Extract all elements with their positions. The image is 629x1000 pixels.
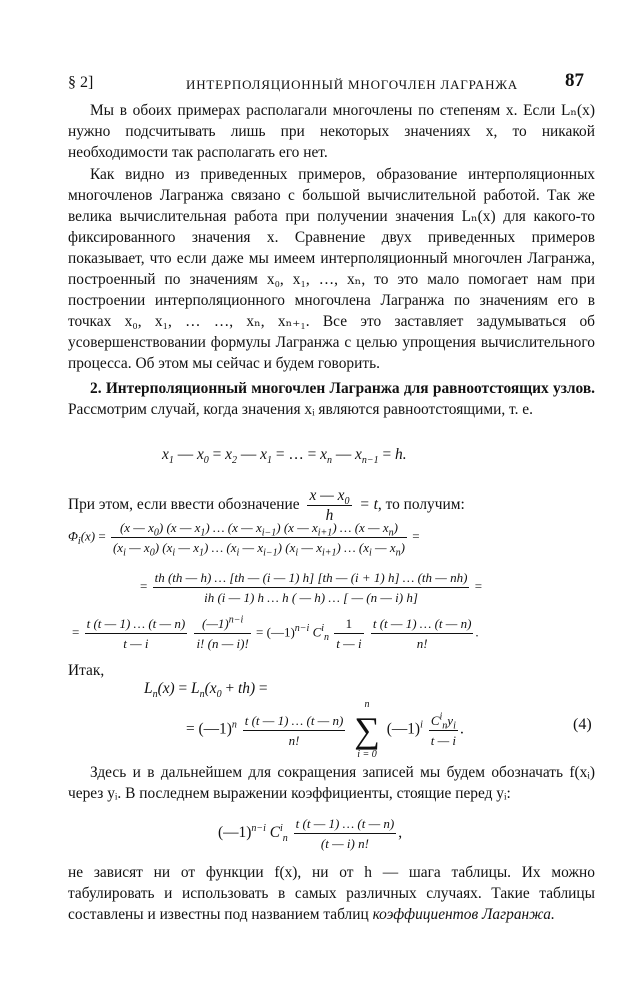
paragraph-2: Как видно из приведенных примеров, образование интерполяционных многочленов Лагранжа связано с большой вычислительной работой. Так же велика вычислительная работа при получении значения Lₙ(x) для какого-то фиксированного значения x. Сравнение двух приведенных примеров показывает, что если даже мы имеем интерполяционный многочлен Лагранжа, построенный по значениям x₀, x₁, …, xₙ, то это мало помогает нам при построении интерполяционного многочлена Лагранжа по значениям его в точках x₀, x₁, … …, xₙ, xₙ₊₁. Все это заставляет задумываться об усовершенствовании формулы Лагранжа с целью упрощения вычислительного процесса. Об этом мы сейчас и будем говорить. bbox=[68, 166, 595, 372]
equation-equal-spacing: $x_1$ — $x_0 = x_2$ — $x_1$ = … = $x_n$ — $x_{n-1} = h$. bbox=[162, 446, 407, 467]
equation-lagrange-line-2: = (—1)$^n$ $\frac{t (t — 1) \dots (t — n)}{n!}$ n ∑ i = 0 (—1)$^i$ $\frac{C^i_ny_i}{t — i}$ . bbox=[186, 699, 464, 760]
equation-lagrange-line-1: $L_n(x) = L_n(x_0 + th)$ = bbox=[144, 680, 268, 701]
summation-symbol: n ∑ i = 0 bbox=[354, 699, 380, 760]
section-marker: § 2] bbox=[68, 74, 94, 91]
equation-number: (4) bbox=[573, 716, 592, 733]
paragraph-7 bbox=[68, 862, 595, 925]
equation-phi-line-2: = $\frac{th (th — h) \dots [th — (i — 1) h] [th — (i + 1) h] \dots (th — nh)}{ih (i — 1) h \dots h ( — h) \dots [ — (n — i) h]}$ = bbox=[140, 570, 483, 605]
notation-fraction: $\frac{x — x_0}{h}$ bbox=[309, 487, 350, 524]
paragraph-4-end: , то получим: bbox=[377, 496, 465, 514]
paragraph-6: Здесь и в дальнейшем для сокращения записей мы будем обозначать f(xᵢ) через yᵢ. В последнем выражении коэффициенты, стоящие перед yᵢ: bbox=[68, 764, 595, 802]
running-title: ИНТЕРПОЛЯЦИОННЫЙ МНОГОЧЛЕН ЛАГРАНЖА bbox=[186, 77, 518, 92]
equation-coefficients: (—1)$^{n-i}$ $C^i_n$ $\frac{t (t — 1) \dots (t — n)}{(t — i) n!}$ , bbox=[218, 816, 403, 851]
equation-phi-line-1: $\Phi_i(x)$ = $\frac{(x — x_0) (x — x_1) \dots (x — x_{i-1}) (x — x_{i+1}) \dots (x — x_n)}{(x_i — x_0) (x_i — x_1) \dots (x_i — x_{i-1}) (x_i — x_{i+1}) \dots (x_i — x_n)}$ = bbox=[68, 520, 420, 559]
paragraph-1: Мы в обоих примерах располагали многочлены по степеням x. Если Lₙ(x) нужно подсчитывать лишь при некоторых значениях x, то никакой необходимости так располагать его нет. bbox=[68, 102, 595, 161]
paragraph-7-italic: коэффициентов Лагранжа. bbox=[372, 906, 555, 923]
subsection-heading: 2. Интерполяционный многочлен Лагранжа для равноотстоящих узлов. bbox=[90, 380, 595, 397]
paragraph-3 bbox=[68, 378, 595, 420]
paragraph-4: При этом, если ввести обозначение $\frac{x — x_0}{h}$ = t, то получим: bbox=[68, 487, 465, 524]
page-number: 87 bbox=[565, 70, 584, 91]
paragraph-3-text: Рассмотрим случай, когда значения xᵢ являются равноотстоящими, т. е. bbox=[68, 401, 533, 418]
equation-phi-line-3: = $\frac{t (t — 1) \dots (t — n)}{t — i}$ $\frac{(—1)^{n-i}}{i! (n — i)!}$ = (—1)$^{n-i}$ $C^i_n$ $\frac{1}{t — i}$ $\frac{t (t — 1) \dots (t — n)}{n!}$ . bbox=[72, 614, 479, 651]
paragraph-7-text: не зависят ни от функции f(x), ни от h — шага таблицы. Их можно табулировать и использовать в самых различных случаях. Такие таблицы составлены и известны под названием таблиц bbox=[68, 864, 595, 923]
paragraph-5: Итак, bbox=[68, 662, 105, 679]
paragraph-4-text: При этом, если ввести обозначение bbox=[68, 496, 300, 514]
